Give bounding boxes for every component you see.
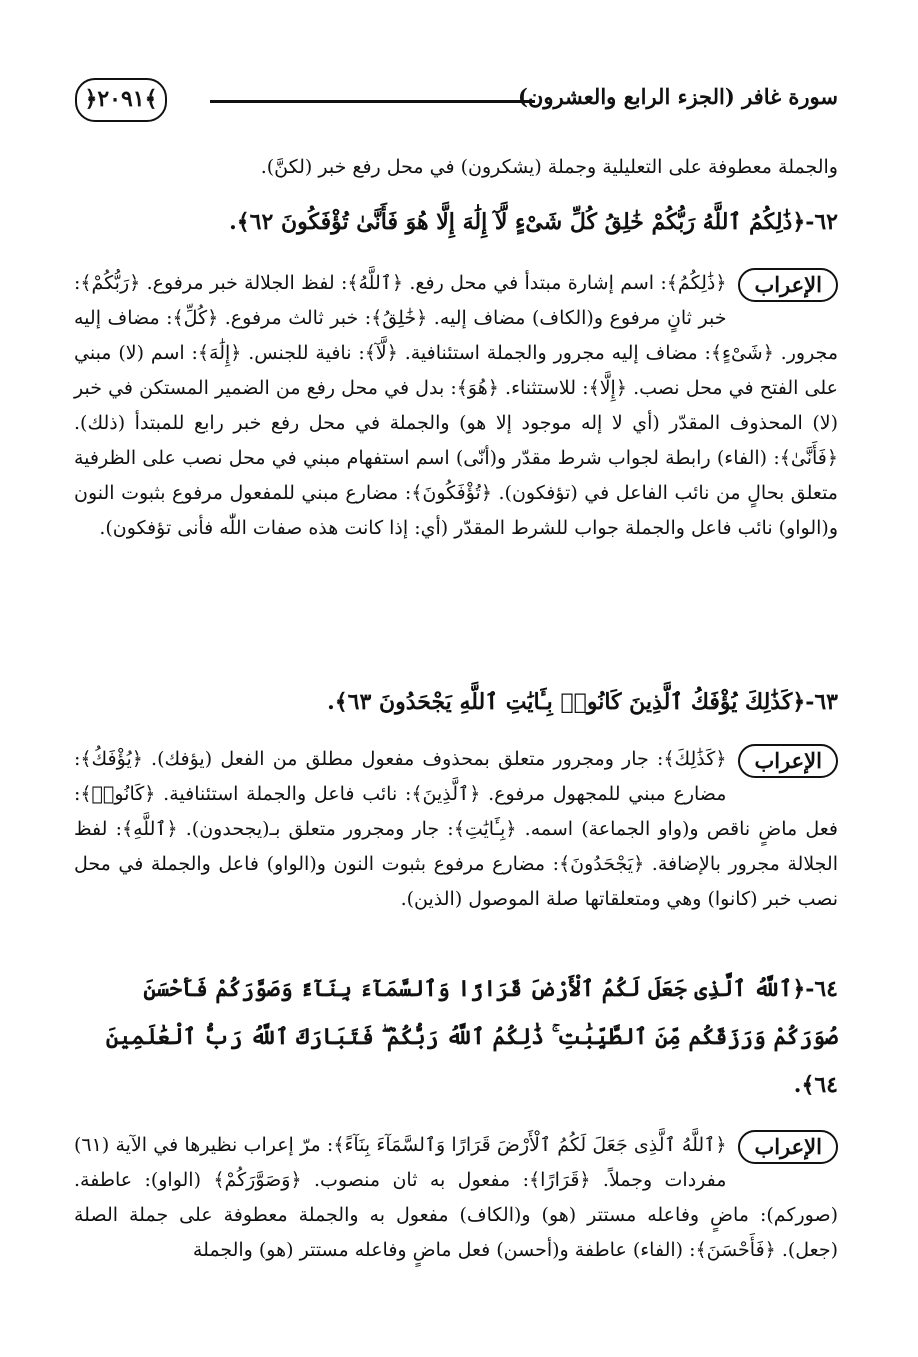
verse-62 [74, 198, 838, 246]
verse-number: ٦٤- [805, 976, 838, 1002]
page-header [75, 72, 838, 122]
i3rab-badge: الإعراب [738, 744, 838, 778]
i3rab-text: ﴿ٱللَّهُ ٱلَّذِى جَعَلَ لَكُمُ ٱلْأَرْضَ قَرَارًا وَٱلسَّمَآءَ بِنَآءً﴾: مرّ إعراب نظيرها في الآية (٦١) مفردات وجملاً. ﴿قَرَارًا﴾: مفعول به ثان منصوب. ﴿وَصَوَّرَكُمْ﴾ (الواو): عاطفة. (صوركم): ماضٍ وفاعله مستتر (هو) و(الكاف) مفعول به والجملة معطوفة على جملة الصلة (جعل). ﴿فَأَحْسَنَ﴾: (الفاء) عاطفة و(أحسن) فعل ماضٍ وفاعله مستتر (هو) والجملة [74, 1134, 838, 1261]
verse-text: ﴿ذَٰلِكُمُ ٱللَّهُ رَبُّكُمْ خَٰلِقُ كُلِّ شَىْءٍ لَّآ إِلَٰهَ إِلَّا هُوَ فَأَنَّىٰ تُؤْفَكُونَ ٦٢﴾. [229, 209, 806, 235]
verse-63 [74, 678, 838, 726]
header-title: سورة غافر (الجزء الرابع والعشرون) [517, 84, 838, 109]
i3rab-62 [74, 266, 838, 546]
i3rab-63 [74, 742, 838, 917]
verse-text: ﴿ٱللَّهُ ٱلَّذِى جَعَلَ لَكُمُ ٱلْأَرْضَ قَرَارًا وَٱلسَّمَآءَ بِنَآءً وَصَوَّرَكُمْ فَأَحْسَنَ صُوَرَكُمْ وَرَزَقَكُم مِّنَ ٱلطَّيِّبَٰتِ ۚ ذَٰلِكُمُ ٱللَّهُ رَبُّكُمْ ۖ فَتَبَارَكَ ٱللَّهُ رَبُّ ٱلْعَٰلَمِينَ ٦٤﴾. [105, 976, 838, 1098]
verse-number: ٦٣- [805, 689, 838, 715]
i3rab-text: ﴿كَذَٰلِكَ﴾: جار ومجرور متعلق بمحذوف مفعول مطلق من الفعل (يؤفك). ﴿يُؤْفَكُ﴾: مضارع مبني للمجهول مرفوع. ﴿ٱلَّذِينَ﴾: نائب فاعل والجملة استئنافية. ﴿كَانُوا۟﴾: فعل ماضٍ ناقص و(واو الجماعة) اسمه. ﴿بِـَٔايَٰتِ﴾: جار ومجرور متعلق بـ(يجحدون). ﴿ٱللَّهِ﴾: لفظ الجلالة مجرور بالإضافة. ﴿يَجْحَدُونَ﴾: مضارع مرفوع بثبوت النون و(الواو) فاعل والجملة في محل نصب خبر (كانوا) وهي ومتعلقاتها صلة الموصول (الذين). [74, 748, 838, 910]
i3rab-badge: الإعراب [738, 1130, 838, 1164]
header-rule [210, 100, 535, 103]
i3rab-text: ﴿ذَٰلِكُمُ﴾: اسم إشارة مبتدأ في محل رفع. ﴿ٱللَّهُ﴾: لفظ الجلالة خبر مرفوع. ﴿رَبُّكُمْ﴾: خبر ثانٍ مرفوع و(الكاف) مضاف إليه. ﴿خَٰلِقُ﴾: خبر ثالث مرفوع. ﴿كُلِّ﴾: مضاف إليه مجرور. ﴿شَىْءٍ﴾: مضاف إليه مجرور والجملة استئنافية. ﴿لَّآ﴾: نافية للجنس. ﴿إِلَٰهَ﴾: اسم (لا) مبني على الفتح في محل نصب. ﴿إِلَّا﴾: للاستثناء. ﴿هُوَ﴾: بدل في محل رفع من الضمير المستكن في خبر (لا) المحذوف المقدّر (أي لا إله موجود إلا هو) والجملة في محل رفع خبر رابع للمبتدأ (ذلك). ﴿فَأَنَّىٰ﴾: (الفاء) رابطة لجواب شرط مقدّر و(أنّى) اسم استفهام مبني في محل نصب على الظرفية متعلق بحالٍ من نائب الفاعل في (تؤفكون). ﴿تُؤْفَكُونَ﴾: مضارع مبني للمفعول مرفوع بثبوت النون و(الواو) نائب فاعل والجملة جواب للشرط المقدّر (أي: إذا كانت هذه صفات اللّٰه فأنى تؤفكون). [74, 272, 838, 539]
verse-number: ٦٢- [805, 209, 838, 235]
i3rab-badge: الإعراب [738, 268, 838, 302]
verse-text: ﴿كَذَٰلِكَ يُؤْفَكُ ٱلَّذِينَ كَانُوا۟ بِـَٔايَٰتِ ٱللَّهِ يَجْحَدُونَ ٦٣﴾. [327, 689, 806, 715]
i3rab-64 [74, 1128, 838, 1268]
page-number: ﴿٢٠٩١﴾ [75, 78, 167, 122]
verse-64 [74, 965, 838, 1109]
intro-line: والجملة معطوفة على التعليلية وجملة (يشكرون) في محل رفع خبر (لكنَّ). [260, 156, 838, 178]
